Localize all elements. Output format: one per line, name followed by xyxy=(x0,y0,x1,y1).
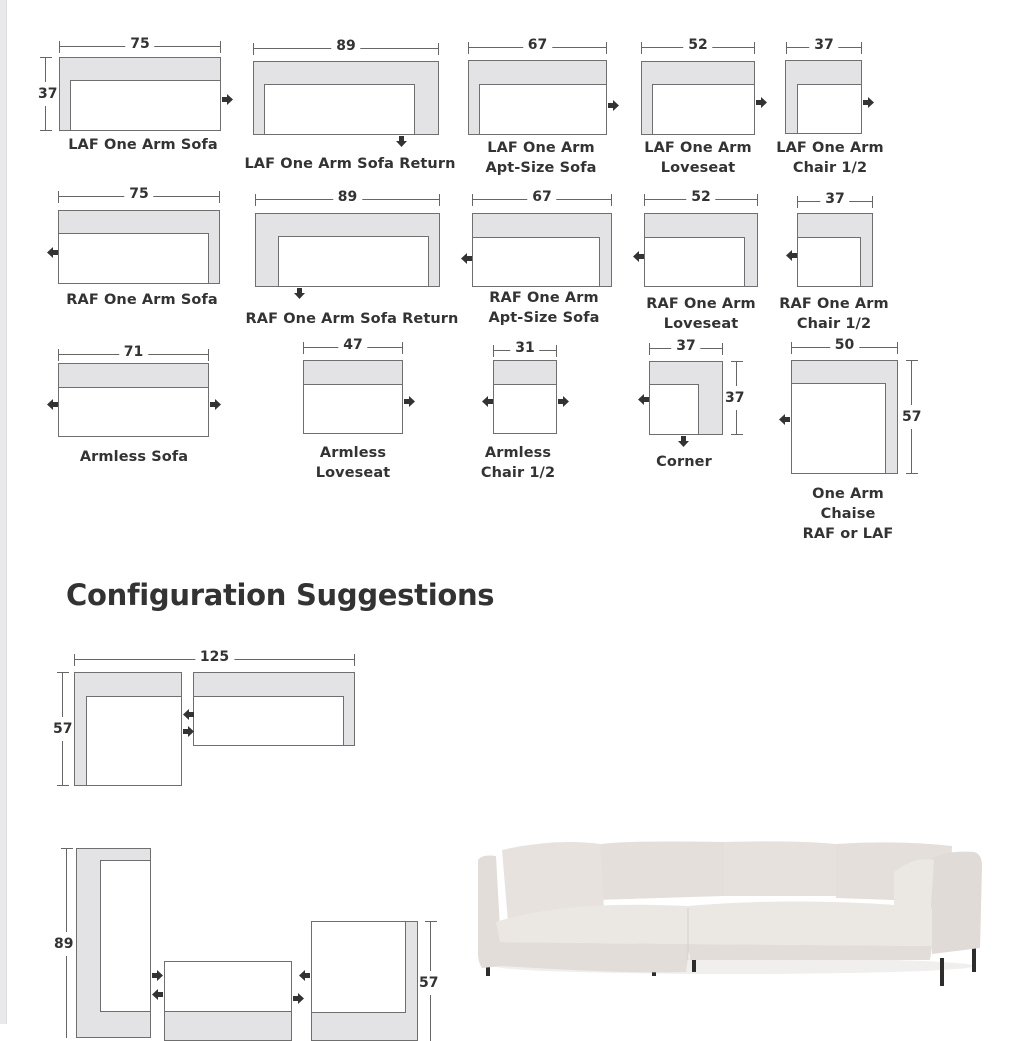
width-dimension: 67 xyxy=(468,42,607,54)
piece-label: LAF One Arm Sofa Return xyxy=(244,156,456,172)
sofa-seat xyxy=(193,696,344,746)
arrow-left-icon xyxy=(299,970,310,981)
piece-label: Armless Chair 1/2 xyxy=(480,445,556,481)
piece-label: Corner xyxy=(656,454,712,470)
arrow-left-icon xyxy=(47,399,58,410)
arrow-right-icon xyxy=(293,993,304,1004)
arrow-down-icon xyxy=(678,436,689,447)
arrow-right-icon xyxy=(608,100,619,111)
seat-cushion xyxy=(644,237,745,287)
arrow-left-icon xyxy=(183,709,194,720)
page-edge xyxy=(0,0,7,1024)
arrow-right-icon xyxy=(756,97,767,108)
width-dimension: 89 xyxy=(255,194,440,206)
arrow-left-icon xyxy=(779,414,790,425)
arrow-right-icon xyxy=(152,970,163,981)
piece-label: RAF One Arm Loveseat xyxy=(646,296,756,332)
seat-cushion xyxy=(479,84,607,135)
arrow-left-icon xyxy=(152,989,163,1000)
arrow-right-icon xyxy=(183,726,194,737)
arrow-left-icon xyxy=(461,253,472,264)
piece-label: RAF One Arm Apt-Size Sofa xyxy=(488,290,600,326)
piece-label: Armless Loveseat xyxy=(315,445,391,481)
seat-cushion xyxy=(264,84,415,135)
width-dimension: 31 xyxy=(493,345,557,357)
piece-label: RAF One Arm Chair 1/2 xyxy=(779,296,889,332)
width-dimension: 75 xyxy=(59,41,221,53)
arrow-down-icon xyxy=(294,288,305,299)
depth-dimension: 57 xyxy=(57,672,69,786)
piece-label: One Arm Chaise RAF or LAF xyxy=(802,486,894,542)
seat-cushion xyxy=(58,387,209,437)
section-title: Configuration Suggestions xyxy=(66,578,495,612)
piece-label: LAF One Arm Apt-Size Sofa xyxy=(485,140,597,176)
arrow-right-icon xyxy=(404,396,415,407)
seat-cushion xyxy=(649,384,699,435)
depth-dimension: 37 xyxy=(40,57,52,131)
chaise-seat xyxy=(86,696,182,786)
seat-cushion xyxy=(797,84,862,134)
arrow-right-icon xyxy=(558,396,569,407)
width-dimension: 47 xyxy=(303,342,403,354)
depth-dimension-right: 57 xyxy=(425,921,437,1041)
piece-label: LAF One Arm Sofa xyxy=(68,137,218,153)
seat-cushion xyxy=(70,80,221,131)
piece-label: LAF One Arm Loveseat xyxy=(644,140,752,176)
seat-cushion xyxy=(791,383,886,474)
seat-cushion xyxy=(652,84,755,135)
piece-label: LAF One Arm Chair 1/2 xyxy=(776,140,884,176)
width-dimension: 89 xyxy=(253,43,439,55)
arrow-left-icon xyxy=(482,396,493,407)
width-dimension: 37 xyxy=(649,343,723,355)
piece-label: RAF One Arm Sofa Return xyxy=(245,311,459,327)
depth-dimension: 37 xyxy=(731,361,743,435)
width-dimension: 52 xyxy=(641,42,755,54)
seat-cushion xyxy=(472,237,600,287)
width-dimension: 37 xyxy=(786,42,862,54)
seat-cushion xyxy=(58,233,209,284)
width-dimension: 50 xyxy=(791,342,898,354)
depth-dimension-left: 89 xyxy=(61,848,73,1038)
width-dimension: 71 xyxy=(58,349,209,361)
arrow-left-icon xyxy=(638,394,649,405)
return-seat xyxy=(100,860,151,1012)
seat-cushion xyxy=(493,384,557,434)
sectional-sofa-photo xyxy=(474,836,986,992)
piece-label: RAF One Arm Sofa xyxy=(66,292,218,308)
chair-seat xyxy=(311,921,406,1013)
arrow-right-icon xyxy=(210,399,221,410)
arrow-right-icon xyxy=(863,97,874,108)
arrow-left-icon xyxy=(786,250,797,261)
seat-cushion xyxy=(278,236,429,287)
seat-cushion xyxy=(303,384,403,434)
arrow-right-icon xyxy=(222,94,233,105)
width-dimension: 75 xyxy=(58,191,220,203)
arrow-left-icon xyxy=(47,247,58,258)
armless-seat xyxy=(164,961,292,1012)
width-dimension: 37 xyxy=(797,196,873,208)
seat-cushion xyxy=(797,237,861,287)
width-dimension: 52 xyxy=(644,194,758,206)
arrow-down-icon xyxy=(396,136,407,147)
depth-dimension: 57 xyxy=(906,360,918,474)
piece-label: Armless Sofa xyxy=(79,449,189,465)
arrow-left-icon xyxy=(633,251,644,262)
width-dimension: 67 xyxy=(472,194,612,206)
width-dimension: 125 xyxy=(74,654,355,666)
